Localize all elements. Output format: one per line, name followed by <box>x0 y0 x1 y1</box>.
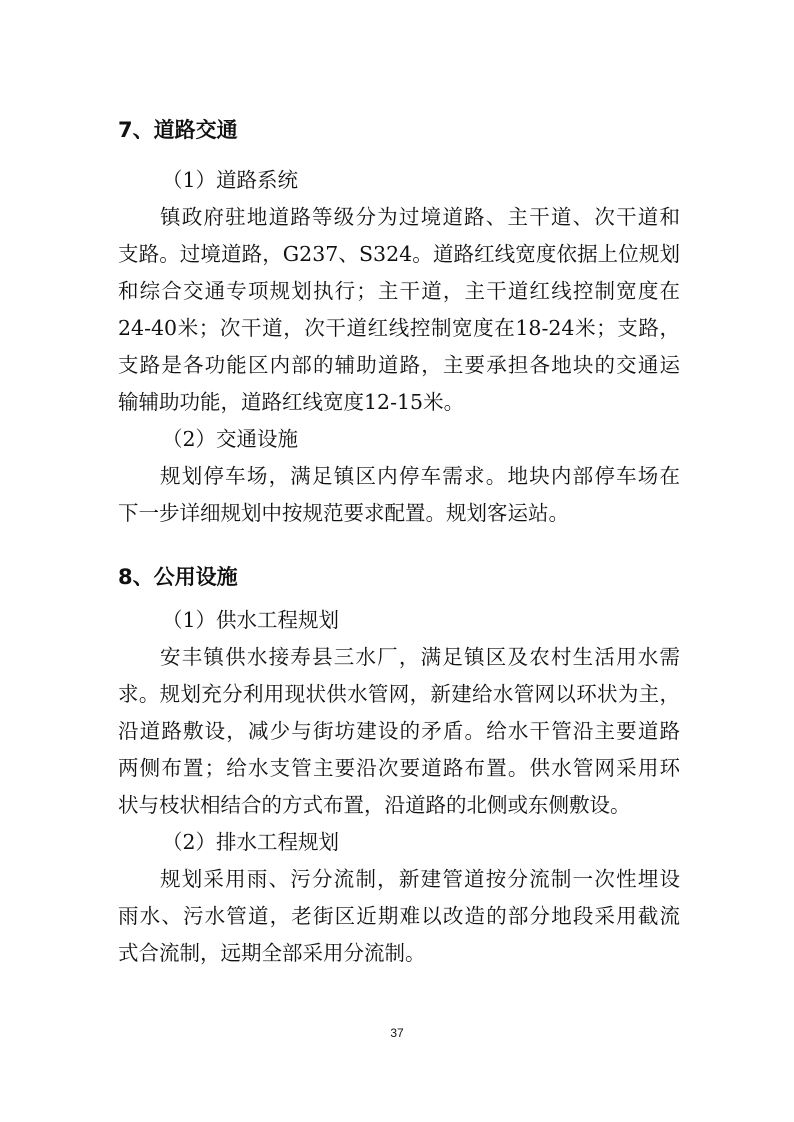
paragraph-line: 镇政府驻地道路等级分为过境道路、主干道、次干道和 <box>160 205 680 229</box>
paragraph-line: 24-40米；次干道，次干道红线控制宽度在18-24米；支路， <box>118 316 680 340</box>
paragraph-line: 下一步详细规划中按规范要求配置。规划客运站。 <box>118 501 569 525</box>
paragraph-line: 安丰镇供水接寿县三水厂，满足镇区及农村生活用水需 <box>160 645 680 669</box>
paragraph-line: 和综合交通专项规划执行；主干道，主干道红线控制宽度在 <box>118 279 680 303</box>
paragraph-line: 求。规划充分利用现状供水管网，新建给水管网以环状为主， <box>118 682 680 706</box>
subsection-title: （1）道路系统 <box>162 168 299 192</box>
subsection-title: （2）排水工程规划 <box>162 830 340 854</box>
paragraph-line: 规划采用雨、污分流制，新建管道按分流制一次性埋设 <box>160 867 680 891</box>
paragraph-line: 支路是各功能区内部的辅助道路，主要承担各地块的交通运 <box>118 353 680 377</box>
paragraph-line: 状与枝状相结合的方式布置，沿道路的北侧或东侧敷设。 <box>118 793 631 817</box>
section-heading: 8、公用设施 <box>118 565 238 589</box>
paragraph-line: 规划停车场，满足镇区内停车需求。地块内部停车场在 <box>160 464 680 488</box>
document-body <box>118 112 680 972</box>
paragraph-line: 输辅助功能，道路红线宽度12-15米。 <box>118 390 465 414</box>
subsection-title: （1）供水工程规划 <box>162 608 340 632</box>
page-number: 37 <box>390 1026 404 1040</box>
subsection-title: （2）交通设施 <box>162 427 299 451</box>
paragraph-line: 两侧布置；给水支管主要沿次要道路布置。供水管网采用环 <box>118 756 680 780</box>
paragraph-line: 沿道路敷设，减少与街坊建设的矛盾。给水干管沿主要道路 <box>118 719 680 743</box>
section-heading: 7、道路交通 <box>118 118 238 142</box>
paragraph-line: 雨水、污水管道，老街区近期难以改造的部分地段采用截流 <box>118 904 680 928</box>
paragraph-line: 支路。过境道路，G237、S324。道路红线宽度依据上位规划 <box>118 242 680 266</box>
paragraph-line: 式合流制，远期全部采用分流制。 <box>118 941 426 965</box>
